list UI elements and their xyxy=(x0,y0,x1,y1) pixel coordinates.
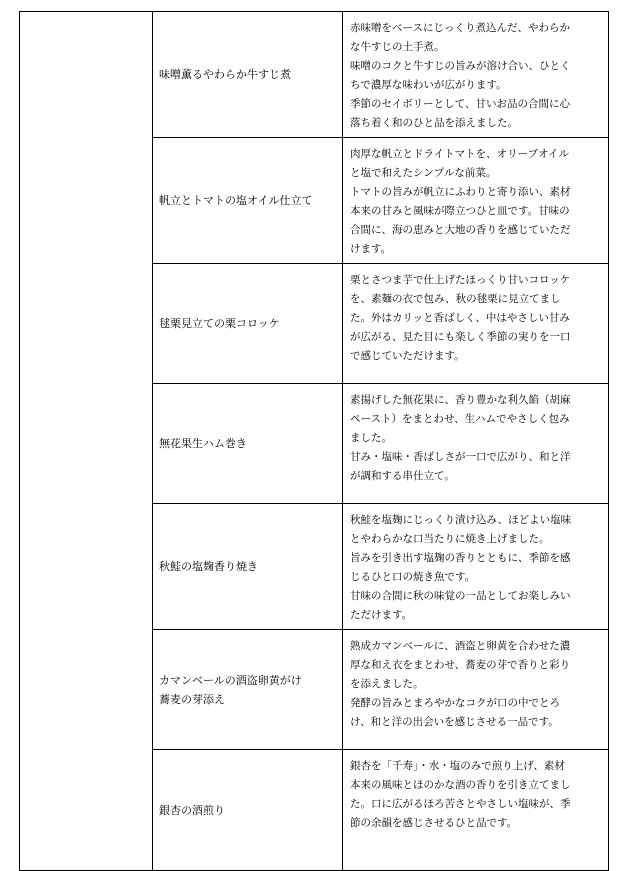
dish-description-cell xyxy=(343,264,609,384)
dish-name-cell xyxy=(153,264,343,384)
dish-name: 毬栗見立ての栗コロッケ xyxy=(159,317,280,330)
dish-name: 帆立とトマトの塩オイル仕立て xyxy=(159,194,313,207)
description-line: 赤味噌をベースにじっくり煮込んだ、やわらか xyxy=(350,22,570,34)
dish-description-cell xyxy=(343,504,609,630)
description-line: け、和と洋の出会いを感じさせる一品です。 xyxy=(350,716,559,728)
description-line: じるひと口の焼き魚です。 xyxy=(350,571,476,583)
description-line: ました。 xyxy=(350,432,392,444)
dish-description-cell xyxy=(343,384,609,504)
dish-name: 味噌薫るやわらか牛すじ煮 xyxy=(159,68,291,81)
dish-description-cell xyxy=(343,138,609,264)
description-line: が調和する串仕立て。 xyxy=(350,470,455,482)
description-line: ペースト）をまとわせ、生ハムでやさしく包み xyxy=(350,413,570,425)
table-row xyxy=(20,12,609,138)
description-line: 旨みを引き出す塩麹の香りとともに、季節を感 xyxy=(350,552,571,564)
description-line: 季節のセイボリーとして、甘いお品の合間に心 xyxy=(350,98,570,110)
dish-name: 無花果生ハム巻き xyxy=(159,437,247,450)
dish-name: 秋鮭の塩麹香り焼き xyxy=(159,560,258,573)
description-line: た。外はカリッと香ばしく、中はやさしい甘み xyxy=(350,312,570,324)
dish-name: 銀杏の酒煎り xyxy=(159,803,225,817)
description-line: 味噌のコクと牛すじの旨みが溶け合い、ひとく xyxy=(350,60,571,72)
description-line: を、素麺の衣で包み、秋の毬栗に見立てまし xyxy=(350,293,561,305)
dish-name-cell xyxy=(153,384,343,504)
description-line: で感じていただけます。 xyxy=(350,350,465,362)
description-line: な牛すじの土手煮。 xyxy=(350,41,445,53)
description-line: 発酵の旨みとまろやかなコクが口の中でとろ xyxy=(350,697,560,709)
blank-category-cell xyxy=(20,12,153,871)
description-line: 本来の風味とほのかな酒の香りを引き立てまし xyxy=(350,779,571,791)
description-line: ちで濃厚な味わいが広がります。 xyxy=(350,79,507,91)
dish-name: カマンベールの酒盗卵黄がけ xyxy=(159,673,302,687)
description-line: 厚な和え衣をまとわせ、蕎麦の芽で香りと彩り xyxy=(350,659,571,671)
dish-name-cell xyxy=(153,12,343,138)
dish-description-cell xyxy=(343,630,609,750)
description-line: 甘み・塩味・香ばしさが一口で広がり、和と洋 xyxy=(350,451,571,463)
description-line: を添えました。 xyxy=(350,678,424,690)
description-line: 肉厚な帆立とドライトマトを、オリーブオイル xyxy=(350,148,570,160)
dish-name: 蕎麦の芽添え xyxy=(159,692,225,706)
description-line: 本来の甘みと風味が際立つひと皿です。甘味の xyxy=(350,205,570,217)
description-line: 落ち着く和のひと品を添えました。 xyxy=(350,117,518,129)
dish-name-cell xyxy=(153,138,343,264)
description-line: 甘味の合間に秋の味覚の一品としてお楽しみい xyxy=(350,590,571,602)
dish-description-cell xyxy=(343,12,609,138)
dish-name-cell xyxy=(153,630,343,750)
description-line: 節の余韻を感じさせるひと品です。 xyxy=(350,817,518,829)
description-line: 栗とさつま芋で仕上げたほっくり甘いコロッケ xyxy=(350,274,571,286)
description-line: 銀杏を「千寿」・水・塩のみで煎り上げ、素材 xyxy=(350,760,565,772)
description-line: けます。 xyxy=(350,243,392,255)
dish-name-cell xyxy=(153,504,343,630)
menu-table xyxy=(19,11,609,871)
description-line: た。口に広がるほろ苦さとやさしい塩味が、季 xyxy=(350,798,571,810)
description-line: とやわらかな口当たりに焼き上げました。 xyxy=(350,533,550,545)
description-line: トマトの旨みが帆立にふわりと寄り添い、素材 xyxy=(350,186,571,198)
description-line: 秋鮭を塩麹にじっくり漬け込み、ほどよい塩味 xyxy=(350,514,572,526)
dish-name-cell xyxy=(153,750,343,871)
description-line: 熟成カマンベールに、酒盗と卵黄を合わせた濃 xyxy=(350,640,571,652)
menu-table-body xyxy=(20,12,609,871)
description-line: 素揚げした無花果に、香り豊かな利久餡（胡麻 xyxy=(350,394,571,406)
description-line: と塩で和えたシンプルな前菜。 xyxy=(350,167,497,179)
description-line: 合間に、海の恵みと大地の香りを感じていただ xyxy=(350,224,571,236)
description-line: ただけます。 xyxy=(350,609,413,621)
dish-description-cell xyxy=(343,750,609,871)
description-line: が広がる、見た目にも楽しく季節の実りを一口 xyxy=(350,331,571,343)
